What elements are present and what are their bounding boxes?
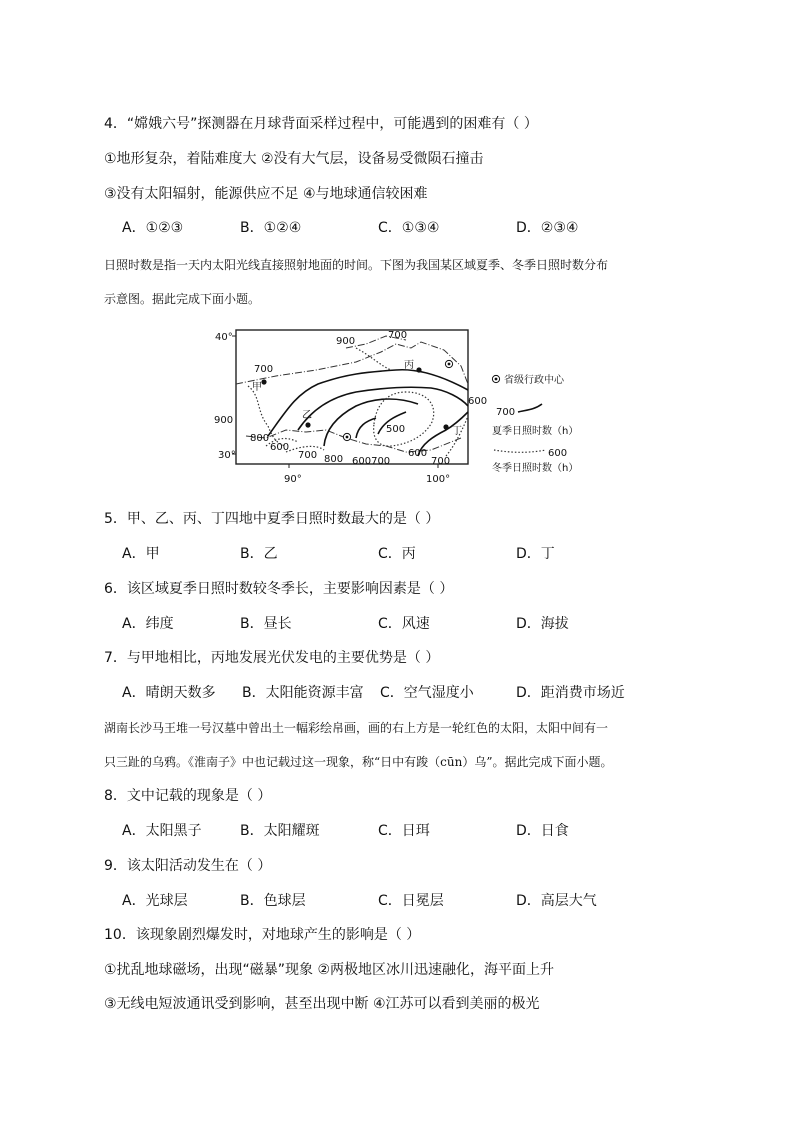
place-ding: 丁 [452,426,462,437]
contour-label: 700 [431,456,451,467]
legend-winter-label: 冬季日照时数（h） [492,463,579,474]
lat-mid-label: 900 [214,415,234,426]
option-c[interactable]: C．风速 [378,616,430,632]
option-b[interactable]: B．色球层 [240,893,306,909]
place-jia-dot [261,379,266,384]
option-b[interactable]: B．太阳能资源丰富 [242,685,364,701]
contour-label: 800 [324,454,344,465]
contour-label: 700 [388,330,408,341]
lat-top-label: 40° [215,332,233,343]
contour-label: 700 [298,450,318,461]
place-jia: 甲 [252,382,262,393]
option-d[interactable]: D．高层大气 [516,893,597,909]
contour-label: 600700 [352,456,391,467]
option-d[interactable]: D．日食 [516,823,569,839]
option-b[interactable]: B．太阳耀斑 [240,823,320,839]
place-yi-dot [305,422,310,427]
contour-label: 600 [408,448,428,459]
legend-center-label: 省级行政中心 [504,375,564,386]
place-ding-dot [443,424,448,429]
intro-silk-painting-1: 湖南长沙马王堆一号汉墓中曾出土一幅彩绘帛画，画的右上方是一轮红色的太阳，太阳中间有一 [104,721,609,735]
contour-label: 700 [254,364,274,375]
option-a[interactable]: A．纬度 [122,616,174,632]
legend-summer-label: 夏季日照时数（h） [492,426,579,437]
place-bing-dot [416,367,421,372]
lat-bottom-label: 30° [218,450,236,461]
legend-winter-value: 600 [548,448,568,459]
legend-summer-line [518,404,542,412]
contour-label: 900 [336,336,356,347]
provincial-center-icon [445,360,452,367]
question-6-stem: 6．该区域夏季日照时数较冬季长，主要影响因素是（ ） [104,581,454,597]
option-a[interactable]: A．太阳黑子 [122,823,202,839]
legend-summer-value: 700 [496,407,516,418]
option-d[interactable]: D．海拔 [516,616,569,632]
option-a[interactable]: A．光球层 [122,893,188,909]
question-10-statements-1: ①扰乱地球磁场，出现“磁暴”现象 ②两极地区冰川迅速融化，海平面上升 [104,962,555,978]
option-c[interactable]: C．空气湿度小 [380,685,474,701]
legend-winter-line [494,450,546,452]
option-c[interactable]: C．日珥 [378,823,430,839]
contour-label: 500 [386,424,406,435]
option-a[interactable]: A．晴朗天数多 [122,685,216,701]
option-b[interactable]: B．①②④ [240,220,302,236]
boundary-line [236,342,468,384]
option-d[interactable]: D．②③④ [516,220,579,236]
intro-sunshine-2: 示意图。据此完成下面小题。 [104,292,261,306]
option-a[interactable]: A．甲 [122,546,160,562]
question-8-stem: 8．文中记载的现象是（ ） [104,788,272,804]
option-b[interactable]: B．乙 [240,546,278,562]
lon-left-label: 90° [284,474,302,485]
question-7-stem: 7．与甲地相比，丙地发展光伏发电的主要优势是（ ） [104,650,440,666]
question-4-statements-1: ①地形复杂，着陆难度大 ②没有大气层，设备易受微陨石撞击 [104,151,484,167]
option-c[interactable]: C．①③④ [378,220,440,236]
place-yi: 乙 [302,410,312,421]
option-d[interactable]: D．丁 [516,546,555,562]
intro-silk-painting-2: 只三趾的乌鸦。《淮南子》中也记载过这一现象，称“日中有踆（cūn）乌”。据此完成下面小题。 [104,755,613,769]
provincial-center-icon [343,433,350,440]
summer-contour [268,370,468,436]
question-9-stem: 9．该太阳活动发生在（ ） [104,858,272,874]
question-4-statements-2: ③没有太阳辐射，能源供应不足 ④与地球通信较困难 [104,186,428,202]
question-5-stem: 5．甲、乙、丙、丁四地中夏季日照时数最大的是（ ） [104,511,440,527]
contour-label: 600 [270,442,290,453]
option-b[interactable]: B．昼长 [240,616,292,632]
contour-label: 800 [250,433,270,444]
question-4-stem: 4．“嫦娥六号”探测器在月球背面采样过程中，可能遇到的困难有（ ） [104,116,538,132]
question-10-statements-2: ③无线电短波通讯受到影响，甚至出现中断 ④江苏可以看到美丽的极光 [104,996,540,1012]
option-a[interactable]: A．①②③ [122,220,184,236]
map-legend [492,373,578,474]
intro-sunshine-1: 日照时数是指一天内太阳光线直接照射地面的时间。下图为我国某区域夏季、冬季日照时数分布 [104,258,609,272]
option-c[interactable]: C．丙 [378,546,416,562]
sunshine-hours-map [206,326,586,496]
lon-right-label: 100° [426,474,451,485]
question-10-stem: 10．该现象剧烈爆发时，对地球产生的影响是（ ） [104,927,421,943]
option-d[interactable]: D．距消费市场近 [516,685,625,701]
place-bing: 丙 [404,360,414,371]
contour-label: 600 [468,396,488,407]
option-c[interactable]: C．日冕层 [378,893,444,909]
